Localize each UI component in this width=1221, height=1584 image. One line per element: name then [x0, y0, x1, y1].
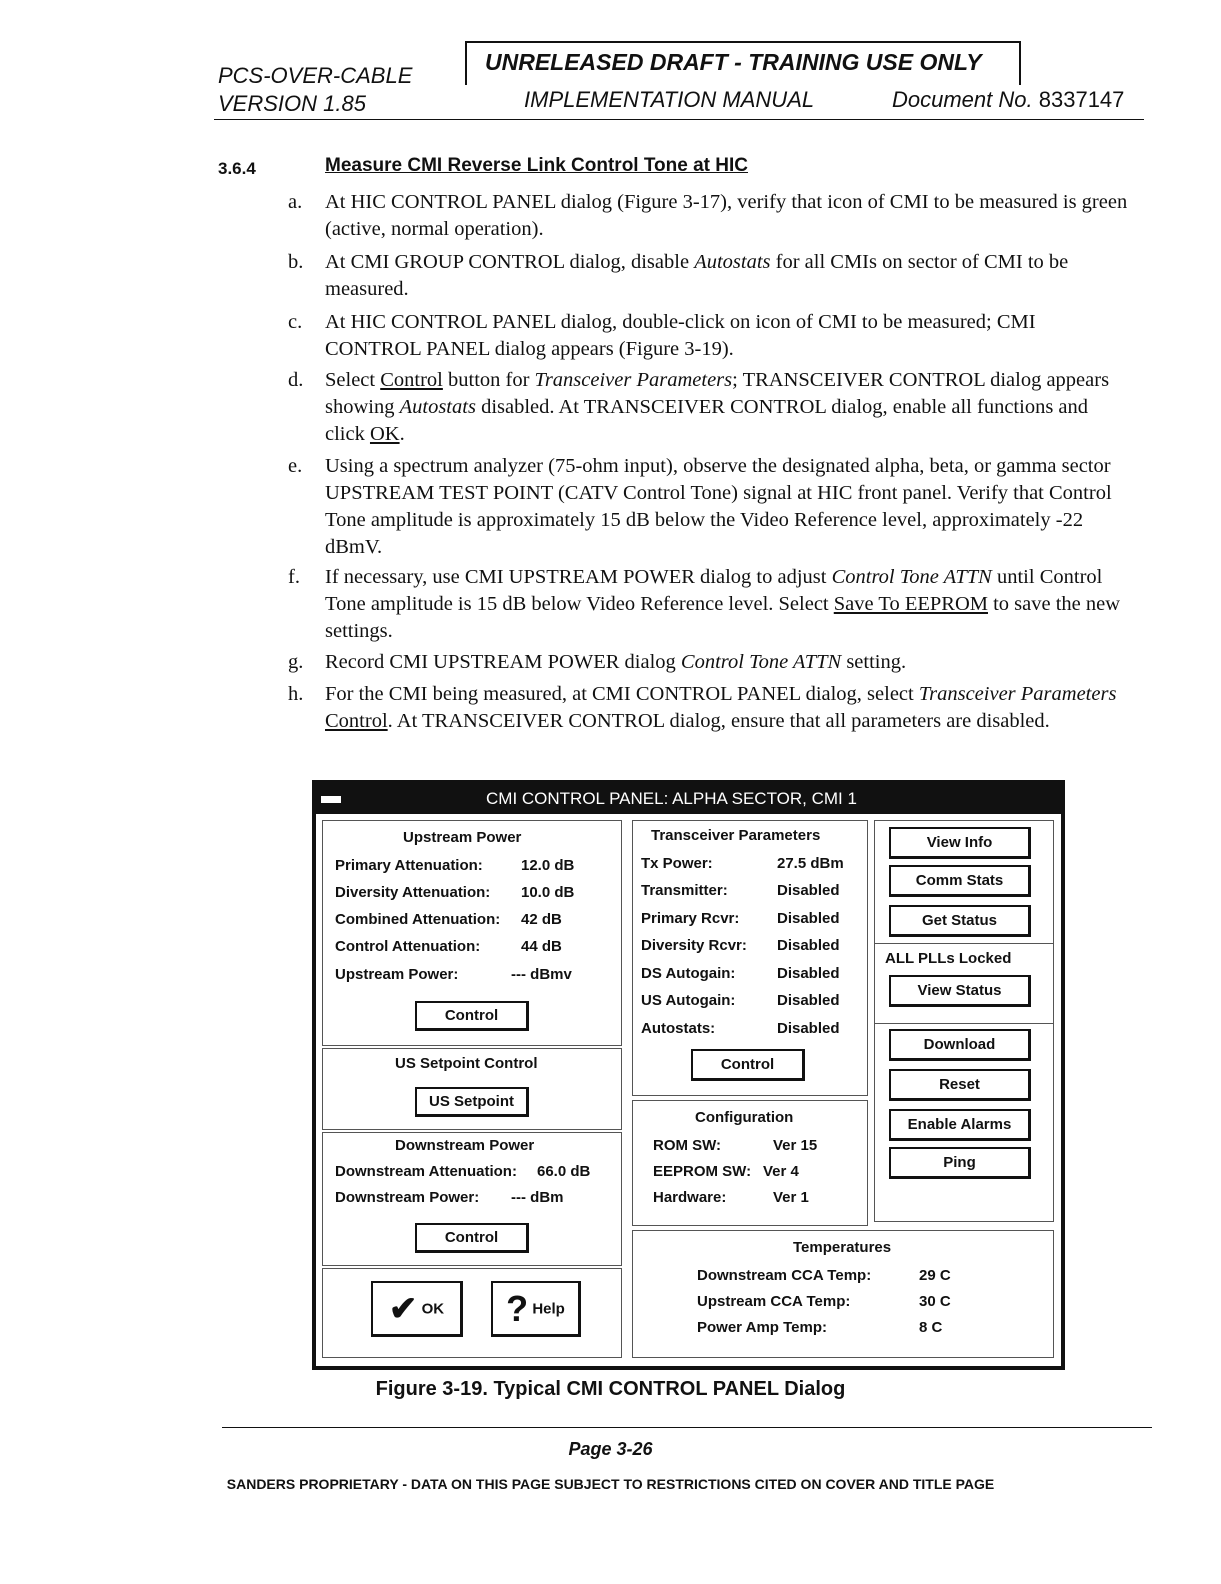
primary-rcvr-value: Disabled [777, 910, 840, 927]
figure-caption: Figure 3-19. Typical CMI CONTROL PANEL Dialog [375, 1378, 846, 1400]
control-attenuation-value: 44 dB [521, 938, 562, 955]
product-version: VERSION 1.85 [218, 91, 366, 116]
primary-rcvr-label: Primary Rcvr: [641, 910, 740, 927]
upstream-cca-temp-label: Upstream CCA Temp: [697, 1293, 851, 1310]
step-f [288, 564, 1128, 645]
help-button[interactable] [491, 1281, 581, 1337]
primary-attenuation-label: Primary Attenuation: [335, 857, 483, 874]
us-autogain-value: Disabled [777, 992, 840, 1009]
rom-sw-label: ROM SW: [653, 1137, 722, 1154]
dialog-title-bar [316, 784, 1061, 814]
transceiver-control-button[interactable]: Control [691, 1049, 805, 1081]
diversity-rcvr-label: Diversity Rcvr: [641, 937, 747, 954]
step-text: Using a spectrum analyzer (75-ohm input), observe the designated alpha, beta, or gamma sector UPSTREAM TEST POINT (CATV Control Tone) signal at HIC front panel. Verify that Control Tone amplitude is approximately 15 dB below the Video Reference level, approximately -22 dBmV. [325, 455, 1112, 558]
step-text: Record CMI UPSTREAM POWER dialog Control Tone ATTN setting. [325, 651, 907, 673]
reset-button[interactable]: Reset [889, 1069, 1031, 1101]
eeprom-sw-value: Ver 4 [763, 1163, 799, 1180]
footer-divider [222, 1427, 1152, 1428]
download-button[interactable]: Download [889, 1029, 1031, 1061]
step-letter: h. [288, 683, 304, 705]
upstream-power-label: Upstream Power: [335, 966, 459, 983]
eeprom-sw-label: EEPROM SW: [653, 1163, 752, 1180]
diversity-attenuation-value: 10.0 dB [521, 884, 575, 901]
power-amp-temp-value: 8 C [919, 1319, 943, 1336]
tx-power-value: 27.5 dBm [777, 855, 844, 872]
ds-autogain-label: DS Autogain: [641, 965, 736, 982]
configuration-panel [632, 1100, 868, 1226]
transmitter-value: Disabled [777, 882, 840, 899]
doc-label: Document No. [892, 87, 1033, 112]
downstream-attenuation-value: 66.0 dB [537, 1163, 591, 1180]
question-mark-icon: ? [506, 1287, 529, 1329]
control-attenuation-label: Control Attenuation: [335, 938, 481, 955]
transmitter-label: Transmitter: [641, 882, 728, 899]
help-label: Help [532, 1300, 565, 1317]
transceiver-parameters-heading: Transceiver Parameters [651, 827, 821, 844]
step-g [288, 649, 1128, 676]
upstream-power-value: --- dBmv [511, 966, 572, 983]
step-letter: c. [288, 311, 303, 333]
page-number: Page 3-26 [568, 1439, 653, 1459]
upstream-power-heading: Upstream Power [403, 829, 522, 846]
upstream-control-button[interactable]: Control [415, 1001, 529, 1031]
ok-label: OK [421, 1300, 445, 1317]
diversity-rcvr-value: Disabled [777, 937, 840, 954]
diversity-attenuation-label: Diversity Attenuation: [335, 884, 491, 901]
downstream-power-heading: Downstream Power [395, 1137, 535, 1154]
right-button-panel [874, 820, 1054, 1222]
step-c [288, 309, 1128, 363]
step-letter: f. [288, 566, 300, 588]
downstream-power-panel [322, 1132, 622, 1266]
downstream-power-value: --- dBm [511, 1189, 564, 1206]
downstream-power-label: Downstream Power: [335, 1189, 480, 1206]
step-text: Select Control button for Transceiver Parameters; TRANSCEIVER CONTROL dialog appears showing Autostats disabled. At TRANSCEIVER CONTROL dialog, enable all functions and click OK. [325, 369, 1110, 445]
us-setpoint-button[interactable]: US Setpoint [415, 1087, 529, 1117]
step-letter: a. [288, 191, 303, 213]
step-text: At HIC CONTROL PANEL dialog, double-click on icon of CMI to be measured; CMI CONTROL PANEL dialog appears (Figure 3-19). [325, 311, 1036, 360]
downstream-cca-temp-label: Downstream CCA Temp: [697, 1267, 872, 1284]
section-title: Measure CMI Reverse Link Control Tone at HIC [325, 155, 749, 176]
get-status-button[interactable]: Get Status [889, 905, 1031, 937]
hardware-label: Hardware: [653, 1189, 727, 1206]
us-autogain-label: US Autogain: [641, 992, 736, 1009]
step-e [288, 453, 1128, 561]
ping-button[interactable]: Ping [889, 1147, 1031, 1179]
view-status-button[interactable]: View Status [889, 975, 1031, 1007]
configuration-heading: Configuration [695, 1109, 794, 1126]
product-name: PCS-OVER-CABLE [218, 63, 413, 88]
header-subtitle: IMPLEMENTATION MANUAL [524, 87, 815, 112]
autostats-label: Autostats: [641, 1020, 716, 1037]
header-left [218, 62, 412, 118]
step-letter: d. [288, 369, 304, 391]
step-text: At HIC CONTROL PANEL dialog (Figure 3-17), verify that icon of CMI to be measured is green (active, normal operation). [325, 191, 1128, 240]
enable-alarms-button[interactable]: Enable Alarms [889, 1109, 1031, 1141]
combined-attenuation-value: 42 dB [521, 911, 562, 928]
tx-power-label: Tx Power: [641, 855, 713, 872]
hardware-value: Ver 1 [773, 1189, 809, 1206]
downstream-cca-temp-value: 29 C [919, 1267, 951, 1284]
step-h [288, 681, 1128, 735]
header-title: UNRELEASED DRAFT - TRAINING USE ONLY [485, 49, 982, 75]
right-divider-1 [875, 943, 1053, 944]
us-setpoint-panel [322, 1048, 622, 1130]
ds-autogain-value: Disabled [777, 965, 840, 982]
upstream-cca-temp-value: 30 C [919, 1293, 951, 1310]
upstream-power-panel [322, 820, 622, 1046]
primary-attenuation-value: 12.0 dB [521, 857, 575, 874]
footer-notice: SANDERS PROPRIETARY - DATA ON THIS PAGE SUBJECT TO RESTRICTIONS CITED ON COVER AND TITLE PAGE [226, 1476, 995, 1492]
ok-button[interactable] [371, 1281, 463, 1337]
checkmark-icon: ✔ [388, 1289, 418, 1328]
autostats-value: Disabled [777, 1020, 840, 1037]
pll-status-text: ALL PLLs Locked [885, 950, 1012, 967]
us-setpoint-heading: US Setpoint Control [395, 1055, 538, 1072]
temperatures-panel [632, 1230, 1054, 1358]
power-amp-temp-label: Power Amp Temp: [697, 1319, 828, 1336]
step-letter: e. [288, 455, 303, 477]
ok-help-panel [322, 1268, 622, 1358]
downstream-attenuation-label: Downstream Attenuation: [335, 1163, 517, 1180]
view-info-button[interactable]: View Info [889, 827, 1031, 859]
temperatures-heading: Temperatures [793, 1239, 892, 1256]
step-letter: g. [288, 651, 304, 673]
step-a [288, 189, 1128, 243]
cmi-control-panel-dialog [312, 780, 1065, 1370]
section-number: 3.6.4 [218, 159, 256, 178]
dialog-title: CMI CONTROL PANEL: ALPHA SECTOR, CMI 1 [486, 789, 857, 808]
doc-number-value: 8337147 [1038, 87, 1125, 112]
step-letter: b. [288, 251, 304, 273]
combined-attenuation-label: Combined Attenuation: [335, 911, 501, 928]
step-text: At CMI GROUP CONTROL dialog, disable Autostats for all CMIs on sector of CMI to be measured. [325, 251, 1069, 300]
comm-stats-button[interactable]: Comm Stats [889, 865, 1031, 897]
document-number [892, 87, 1124, 113]
step-b [288, 249, 1128, 303]
transceiver-parameters-panel [632, 820, 868, 1096]
downstream-control-button[interactable]: Control [415, 1223, 529, 1253]
right-divider-2 [875, 1023, 1053, 1024]
step-text: For the CMI being measured, at CMI CONTROL PANEL dialog, select Transceiver Parameters Control. At TRANSCEIVER CONTROL dialog, ensure that all parameters are disabled. [325, 683, 1117, 732]
rom-sw-value: Ver 15 [773, 1137, 818, 1154]
step-d [288, 367, 1128, 448]
header-divider [214, 119, 1144, 120]
system-menu-icon[interactable] [320, 795, 342, 804]
step-text: If necessary, use CMI UPSTREAM POWER dialog to adjust Control Tone ATTN until Control Tone amplitude is 15 dB below Video Reference level. Select Save To EEPROM to save the new settings. [325, 566, 1121, 642]
